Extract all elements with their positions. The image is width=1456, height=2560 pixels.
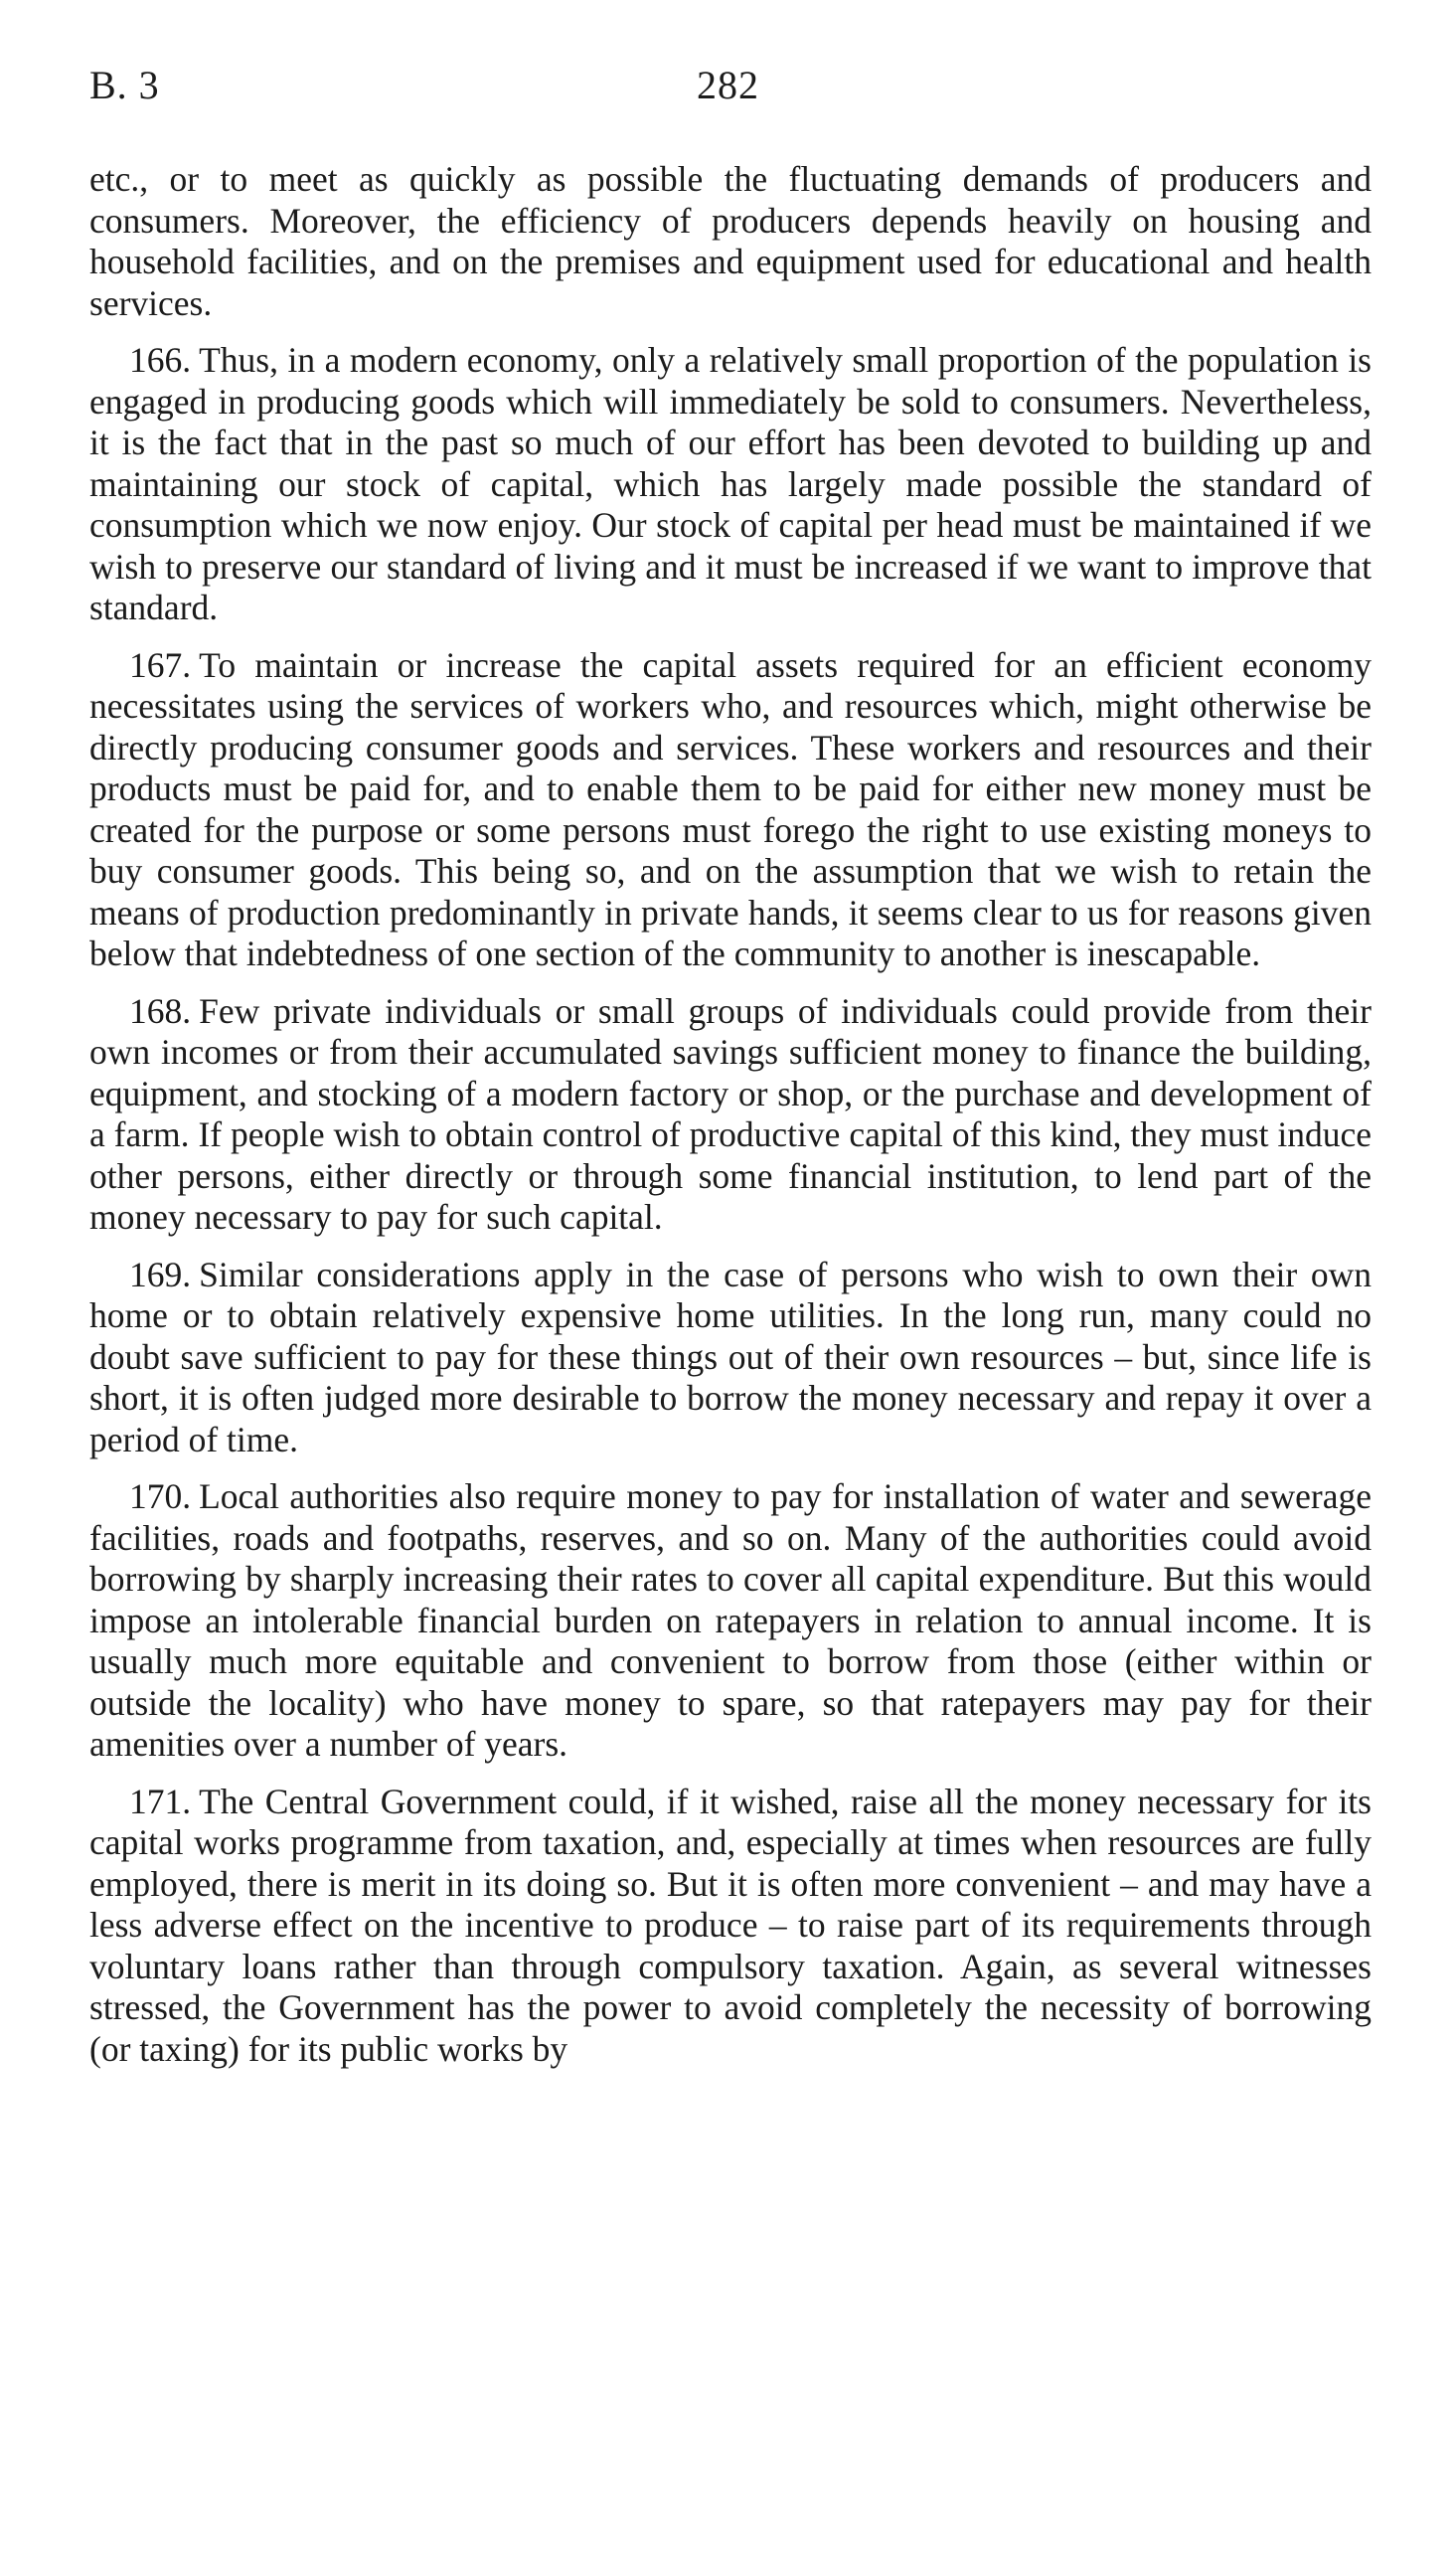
paragraph-number: 171. <box>129 1781 192 1821</box>
paragraph-text: etc., or to meet as quickly as possible the fluctuating demands of producers and consumers. Moreover, the efficiency of producers depends heavily on housing and household facilities, and on the premises and equipment used for educational and health services. <box>89 159 1372 323</box>
paragraph-number: 168. <box>129 990 192 1031</box>
page-number: 282 <box>697 63 759 107</box>
paragraph-text: Similar considerations apply in the case of persons who wish to own their own home or to obtain relatively expensive home utilities. In the long run, many could no doubt save sufficient to pay for these things out of their own resources – but, since life is short, it is often judged more desirable to borrow the money necessary and repay it over a period of time. <box>89 1254 1372 1459</box>
paragraph-168 <box>89 991 1372 1239</box>
paragraph-number: 169. <box>129 1254 192 1294</box>
paragraph-170 <box>89 1476 1372 1766</box>
paragraph-171 <box>89 1782 1372 2071</box>
paragraph-167 <box>89 645 1372 975</box>
paragraph-166 <box>89 340 1372 629</box>
paragraph-169 <box>89 1255 1372 1461</box>
paragraph-text: Few private individuals or small groups of individuals could provide from their own incomes or from their accumulated savings sufficient money to finance the building, equipment, and stocking of a modern factory or shop, or the purchase and development of a farm. If people wish to obtain control of productive capital of this kind, they must induce other persons, either directly or through some financial institution, to lend part of the money necessary to pay for such capital. <box>89 990 1372 1237</box>
section-reference: B. 3 <box>89 63 160 107</box>
page-header <box>89 62 1367 121</box>
paragraph-text: To maintain or increase the capital assets required for an efficient economy necessitates using the services of workers who, and resources which, might otherwise be directly producing consumer goods and services. These workers and resources and their products must be paid for, and to enable them to be paid for either new money must be created for the purpose or some persons must forego the right to use existing moneys to buy consumer goods. This being so, and on the assumption that we wish to retain the means of production predominantly in private hands, it seems clear to us for reasons given below that indebtedness of one section of the community to another is inescapable. <box>89 644 1372 973</box>
body-text <box>89 159 1372 2086</box>
paragraph-number: 167. <box>129 644 192 685</box>
paragraph-text: The Central Government could, if it wished, raise all the money necessary for its capital works programme from taxation, and, especially at times when resources are fully employed, there is merit in its doing so. But it is often more convenient – and may have a less adverse effect on the incentive to produce – to raise part of its requirements through voluntary loans rather than through compulsory taxation. Again, as several witnesses stressed, the Government has the power to avoid completely the necessity of borrowing (or taxing) for its public works by <box>89 1781 1372 2069</box>
paragraph-text: Local authorities also require money to pay for installation of water and sewerage facilities, roads and footpaths, reserves, and so on. Many of the authorities could avoid borrowing by sharply increasing their rates to cover all capital expenditure. But this would impose an intolerable financial burden on ratepayers in relation to annual income. It is usually much more equitable and convenient to borrow from those (either within or outside the locality) who have money to spare, so that ratepayers may pay for their amenities over a number of years. <box>89 1476 1372 1764</box>
paragraph-number: 170. <box>129 1476 192 1516</box>
paragraph-number: 166. <box>129 340 192 380</box>
paragraph-text: Thus, in a modern economy, only a relatively small proportion of the population is engaged in producing goods which will immediately be sold to consumers. Nevertheless, it is the fact that in the past so much of our effort has been devoted to building up and maintaining our stock of capital, which has largely made possible the standard of consumption which we now enjoy. Our stock of capital per head must be maintained if we wish to preserve our standard of living and it must be increased if we want to improve that standard. <box>89 340 1372 627</box>
paragraph-continuation <box>89 159 1372 324</box>
